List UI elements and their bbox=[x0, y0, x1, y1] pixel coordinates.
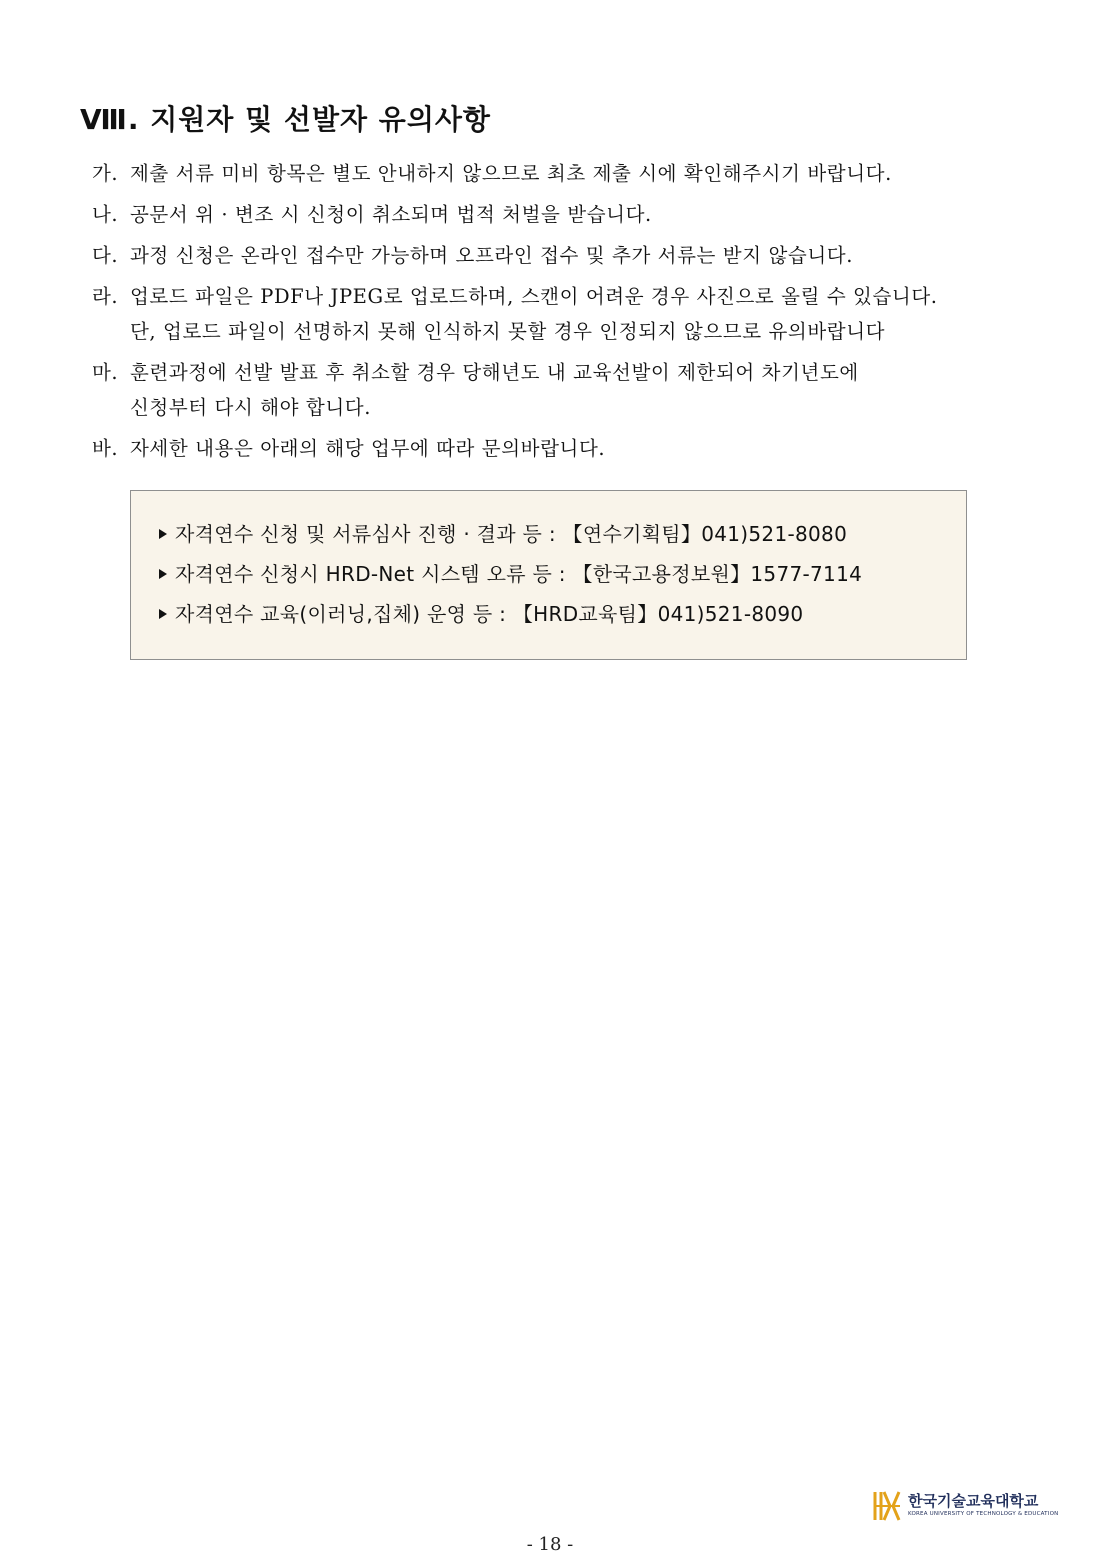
notice-text: 훈련과정에 선발 발표 후 취소할 경우 당해년도 내 교육선발이 제한되어 차기년도에 bbox=[130, 361, 859, 384]
notice-text: 자세한 내용은 아래의 해당 업무에 따라 문의바랍니다. bbox=[130, 437, 606, 460]
notice-marker: 바. bbox=[92, 437, 119, 460]
contact-text: 자격연수 신청시 HRD-Net 시스템 오류 등 : 【한국고용정보원】1577-7114 bbox=[175, 562, 863, 586]
notice-marker: 가. bbox=[92, 162, 119, 185]
contact-text: 자격연수 신청 및 서류심사 진행 · 결과 등 : 【연수기획팀】041)521-8080 bbox=[175, 522, 848, 546]
contact-row bbox=[159, 601, 966, 627]
notice-body bbox=[130, 197, 1032, 232]
triangle-bullet-icon bbox=[159, 609, 167, 619]
notice-text-continued: 단, 업로드 파일이 선명하지 못해 인식하지 못할 경우 인정되지 않으므로 유의바랍니다 bbox=[130, 320, 886, 343]
university-emblem-icon bbox=[872, 1488, 902, 1524]
triangle-bullet-icon bbox=[159, 529, 167, 539]
notice-body bbox=[130, 156, 1032, 191]
notice-item bbox=[92, 156, 1032, 191]
contact-text: 자격연수 교육(이러닝,집체) 운영 등 : 【HRD교육팀】041)521-8090 bbox=[175, 602, 804, 626]
logo-text bbox=[908, 1493, 1058, 1519]
notice-item bbox=[92, 355, 1032, 425]
notice-list bbox=[92, 156, 1032, 472]
notice-marker: 나. bbox=[92, 203, 119, 226]
notice-body bbox=[130, 279, 1032, 349]
notice-text: 과정 신청은 온라인 접수만 가능하며 오프라인 접수 및 추가 서류는 받지 않습니다. bbox=[130, 244, 854, 267]
notice-text: 제출 서류 미비 항목은 별도 안내하지 않으므로 최초 제출 시에 확인해주시기 바랍니다. bbox=[130, 162, 892, 185]
notice-body bbox=[130, 238, 1032, 273]
university-logo bbox=[872, 1488, 1058, 1524]
contact-row bbox=[159, 521, 966, 547]
notice-item bbox=[92, 238, 1032, 273]
contact-info-box bbox=[130, 490, 967, 660]
notice-text-continued: 신청부터 다시 해야 합니다. bbox=[130, 396, 372, 419]
logo-name-english: KOREA UNIVERSITY OF TECHNOLOGY & EDUCATION bbox=[908, 1511, 1059, 1517]
notice-item bbox=[92, 431, 1032, 466]
contact-row bbox=[159, 561, 966, 587]
page-number: - 18 - bbox=[526, 1534, 574, 1555]
notice-body bbox=[130, 355, 1032, 425]
notice-item bbox=[92, 197, 1032, 232]
triangle-bullet-icon bbox=[159, 569, 167, 579]
notice-marker: 라. bbox=[92, 285, 119, 308]
notice-item bbox=[92, 279, 1032, 349]
notice-body bbox=[130, 431, 1032, 466]
logo-name-korean: 한국기술교육대학교 bbox=[908, 1492, 1039, 1510]
notice-marker: 다. bbox=[92, 244, 119, 267]
notice-text: 공문서 위 · 변조 시 신청이 취소되며 법적 처벌을 받습니다. bbox=[130, 203, 652, 226]
section-title: Ⅷ. 지원자 및 선발자 유의사항 bbox=[80, 103, 491, 136]
notice-text: 업로드 파일은 PDF나 JPEG로 업로드하며, 스캔이 어려운 경우 사진으로 올릴 수 있습니다. bbox=[130, 285, 938, 308]
notice-marker: 마. bbox=[92, 361, 119, 384]
